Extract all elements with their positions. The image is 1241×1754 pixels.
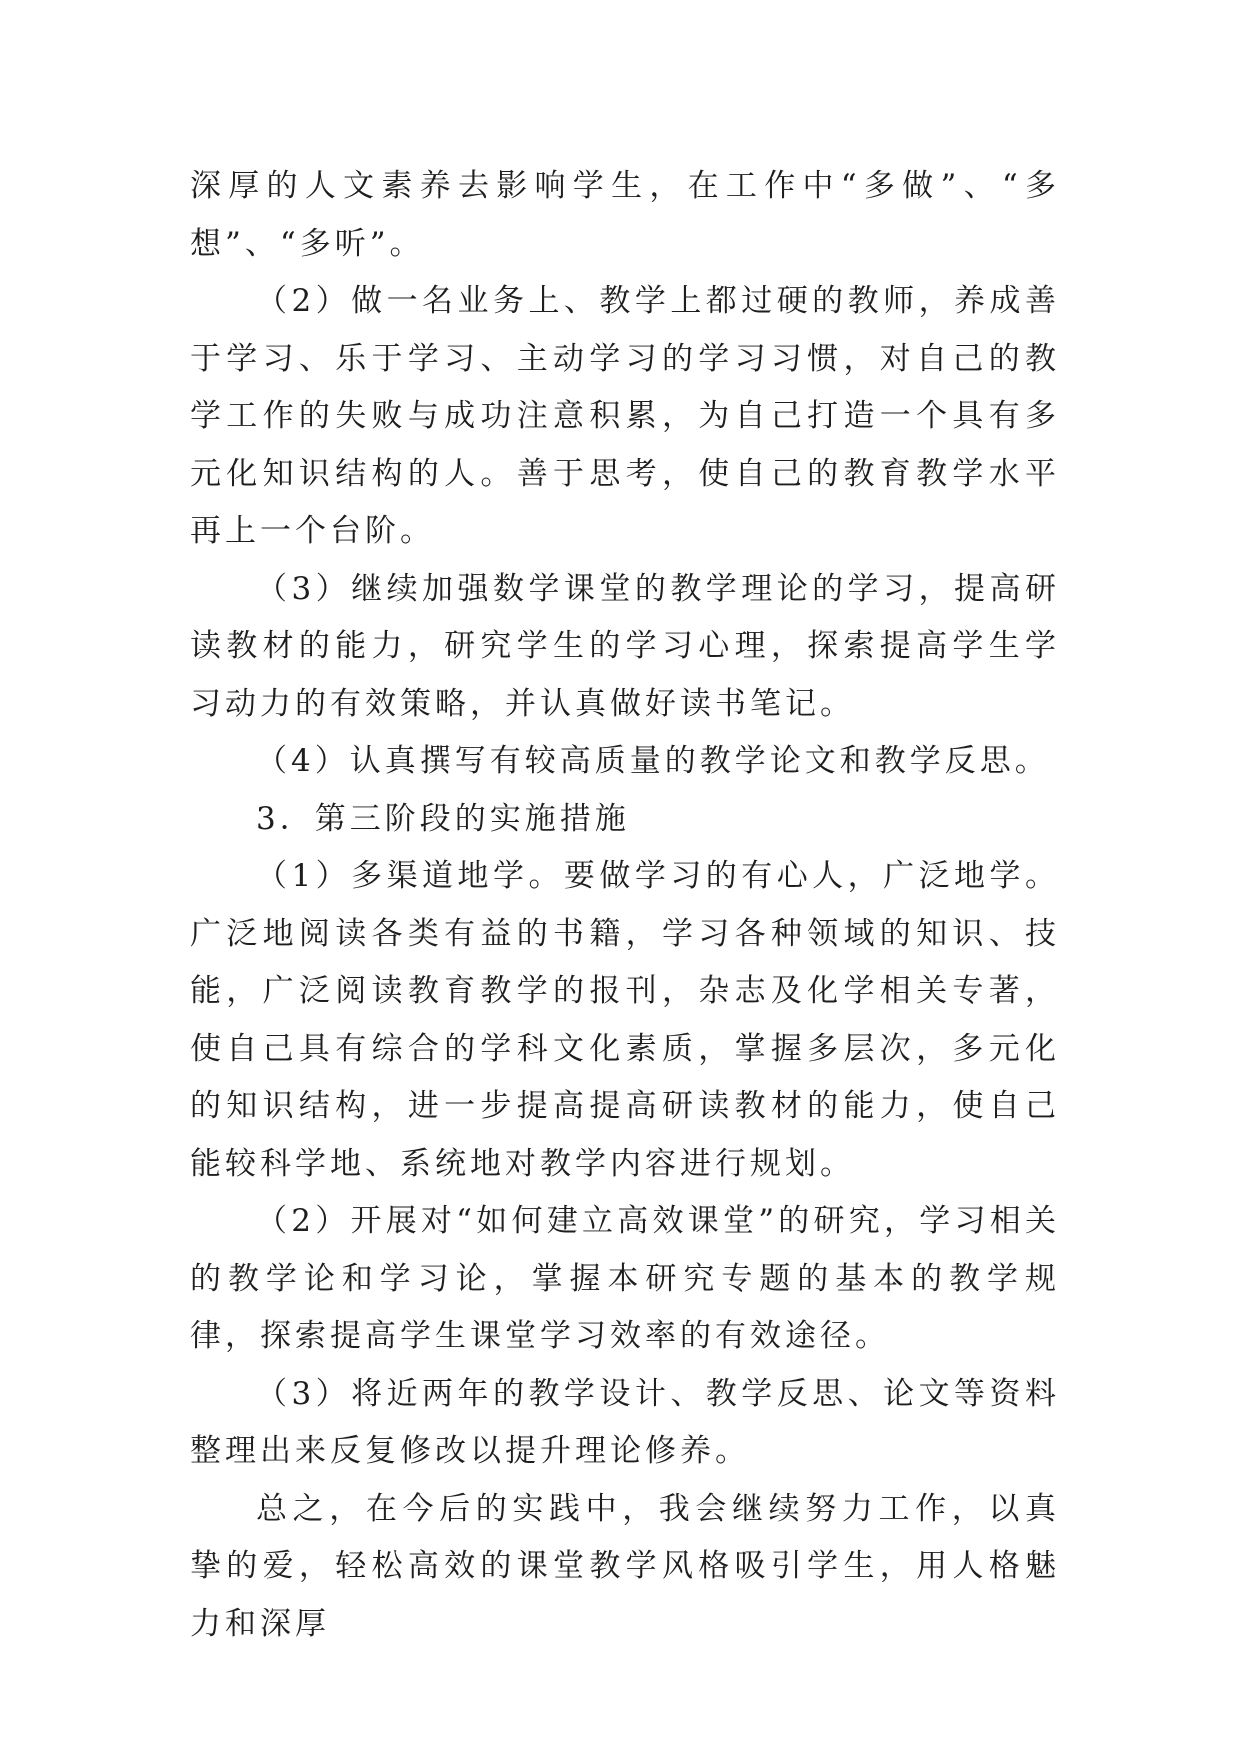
paragraph-5: （1）多渠道地学。要做学习的有心人，广泛地学。广泛地阅读各类有益的书籍，学习各种领域的知识、技能，广泛阅读教育教学的报刊，杂志及化学相关专著，使自己具有综合的学科文化素质，掌握多层次，多元化的知识结构，进一步提高提高研读教材的能力，使自己能较科学地、系统地对教学内容进行规划。 [190,858,1060,1182]
paragraph-2: （2）做一名业务上、教学上都过硬的教师，养成善于学习、乐于学习、主动学习的学习习惯，对自己的教学工作的失败与成功注意积累，为自己打造一个具有多元化知识结构的人。善于思考，使自己的教育教学水平再上一个台阶。 [190,283,1060,549]
paragraph-1: 深厚的人文素养去影响学生，在工作中“多做”、“多想”、“多听”。 [190,168,1060,262]
paragraph-3: （3）继续加强数学课堂的教学理论的学习，提高研读教材的能力，研究学生的学习心理，探索提高学生学习动力的有效策略，并认真做好读书笔记。 [190,570,1060,722]
paragraph-6: （2）开展对“如何建立高效课堂”的研究，学习相关的教学论和学习论，掌握本研究专题的基本的教学规律，探索提高学生课堂学习效率的有效途径。 [190,1203,1060,1354]
paragraph-4: （4）认真撰写有较高质量的教学论文和教学反思。 [256,743,1050,779]
document-body [190,158,1060,1653]
section-heading-stage-3: 3．第三阶段的实施措施 [256,800,630,837]
paragraph-7: （3）将近两年的教学设计、教学反思、论文等资料整理出来反复修改以提升理论修养。 [190,1375,1060,1469]
paragraph-8: 总之，在今后的实践中，我会继续努力工作，以真挚的爱，轻松高效的课堂教学风格吸引学生，用人格魅力和深厚 [190,1490,1060,1642]
